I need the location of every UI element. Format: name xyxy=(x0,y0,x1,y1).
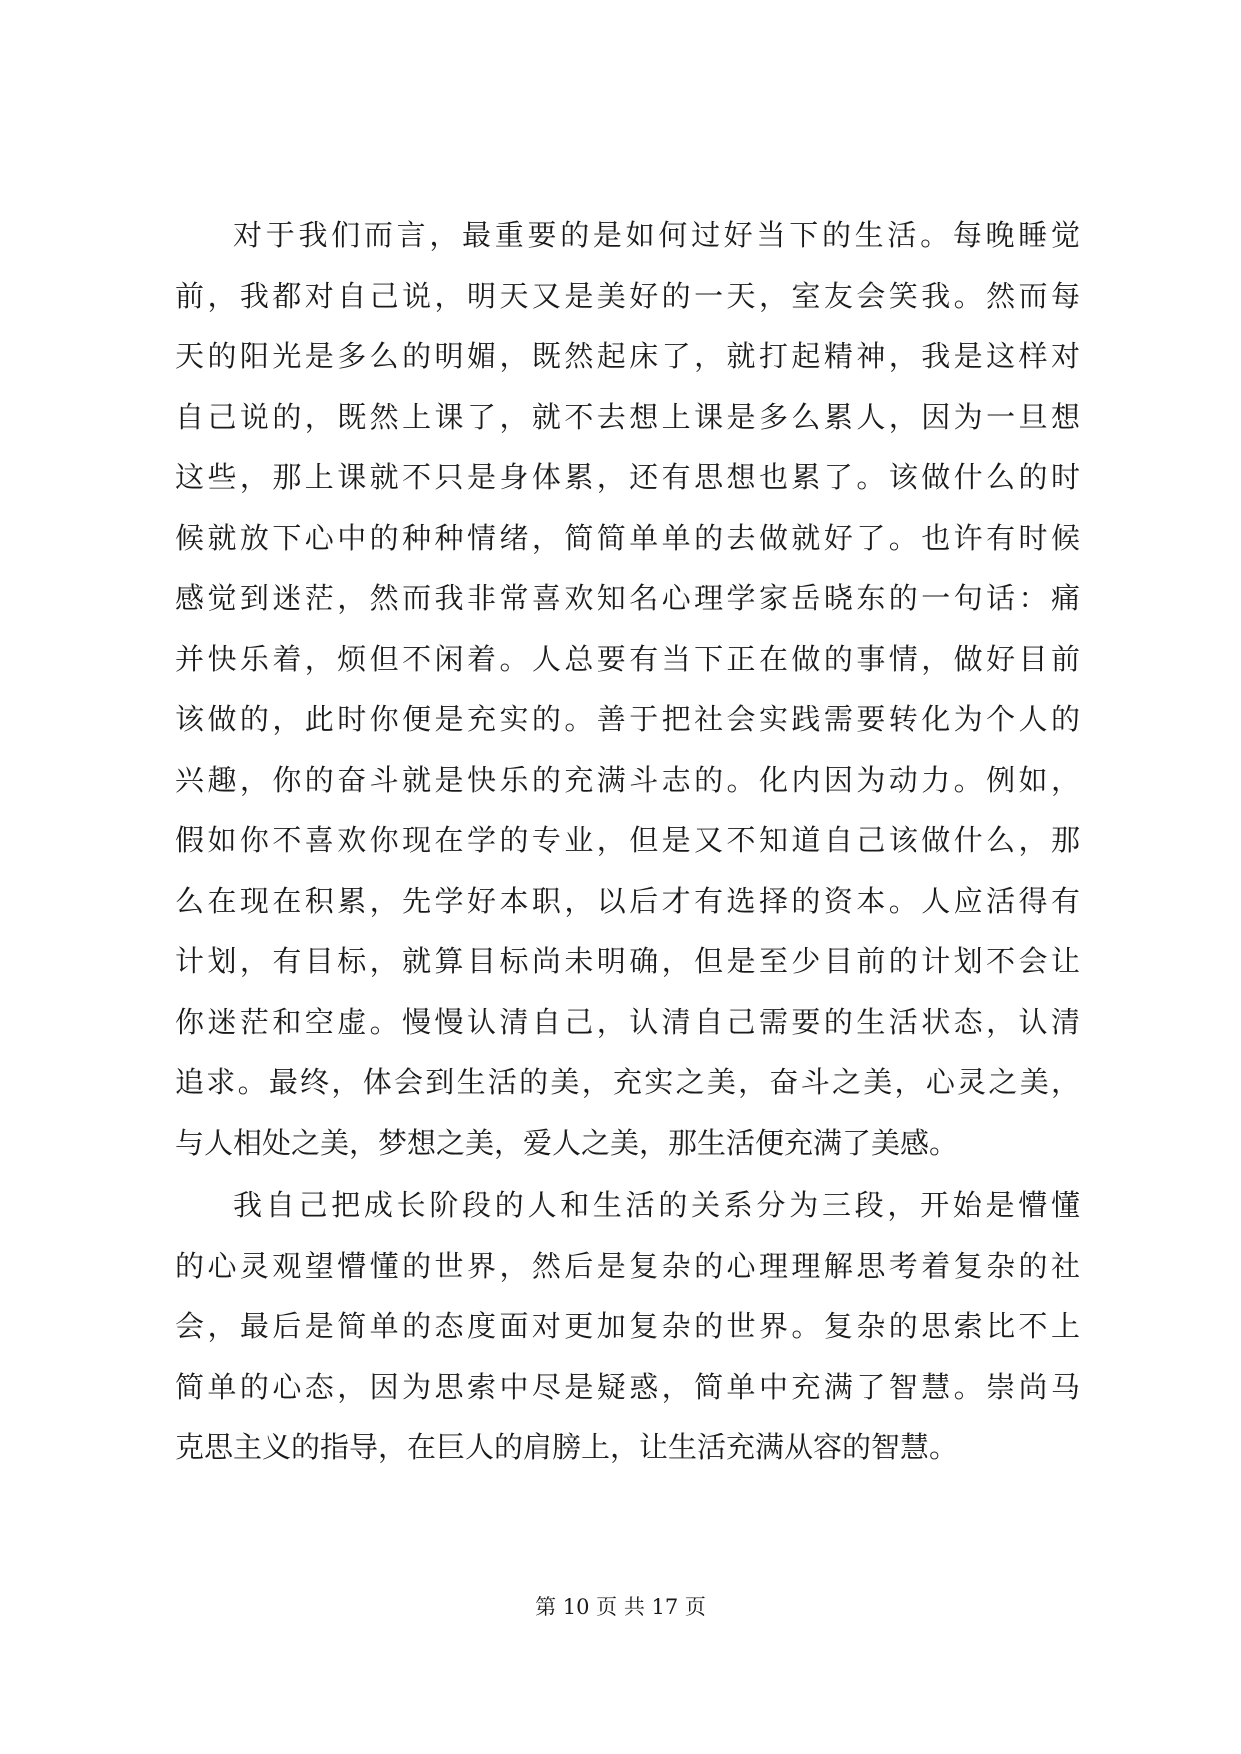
page-number-footer: 第 10 页 共 17 页 xyxy=(535,1595,706,1619)
paragraph-2-line: 会，最后是简单的态度面对更加复杂的世界。复杂的思索比不上 xyxy=(175,1309,1080,1343)
paragraph-1-line: 么在现在积累，先学好本职，以后才有选择的资本。人应活得有 xyxy=(175,883,1080,918)
paragraph-1-line: 感觉到迷茫，然而我非常喜欢知名心理学家岳晓东的一句话：痛 xyxy=(175,581,1080,615)
paragraph-1-line: 自己说的，既然上课了，就不去想上课是多么累人，因为一旦想 xyxy=(175,399,1080,434)
paragraph-1-line: 该做的，此时你便是充实的。善于把社会实践需要转化为个人的 xyxy=(175,702,1080,736)
paragraph-1-line: 对于我们而言，最重要的是如何过好当下的生活。每晚睡觉 xyxy=(233,218,1080,252)
paragraph-1-line: 兴趣，你的奋斗就是快乐的充满斗志的。化内因为动力。例如， xyxy=(175,762,1080,797)
paragraph-1-line: 与人相处之美，梦想之美，爱人之美，那生活便充满了美感。 xyxy=(175,1125,959,1160)
paragraph-1-line: 假如你不喜欢你现在学的专业，但是又不知道自己该做什么，那 xyxy=(175,823,1080,857)
paragraph-1-line: 候就放下心中的种种情绪，简简单单的去做就好了。也许有时候 xyxy=(175,520,1080,555)
paragraph-1-line: 天的阳光是多么的明媚，既然起床了，就打起精神，我是这样对 xyxy=(175,339,1080,373)
body-text xyxy=(175,205,1080,1478)
paragraph-1-line: 追求。最终，体会到生活的美，充实之美，奋斗之美，心灵之美， xyxy=(175,1065,1080,1099)
paragraph-1-line: 这些，那上课就不只是身体累，还有思想也累了。该做什么的时 xyxy=(175,460,1080,494)
paragraph-2-line: 克思主义的指导，在巨人的肩膀上，让生活充满从容的智慧。 xyxy=(175,1430,959,1464)
paragraph-1-line: 并快乐着，烦但不闲着。人总要有当下正在做的事情，做好目前 xyxy=(175,641,1080,676)
paragraph-2-line: 简单的心态，因为思索中尽是疑惑，简单中充满了智慧。崇尚马 xyxy=(175,1369,1080,1404)
paragraph-2-line: 的心灵观望懵懂的世界，然后是复杂的心理理解思考着复杂的社 xyxy=(175,1248,1080,1283)
paragraph-2-line: 我自己把成长阶段的人和生活的关系分为三段，开始是懵懂 xyxy=(233,1188,1080,1222)
paragraph-1-line: 计划，有目标，就算目标尚未明确，但是至少目前的计划不会让 xyxy=(175,944,1080,978)
paragraph-1-line: 你迷茫和空虚。慢慢认清自己，认清自己需要的生活状态，认清 xyxy=(175,1004,1080,1039)
paragraph-1-line: 前，我都对自己说，明天又是美好的一天，室友会笑我。然而每 xyxy=(175,278,1080,313)
